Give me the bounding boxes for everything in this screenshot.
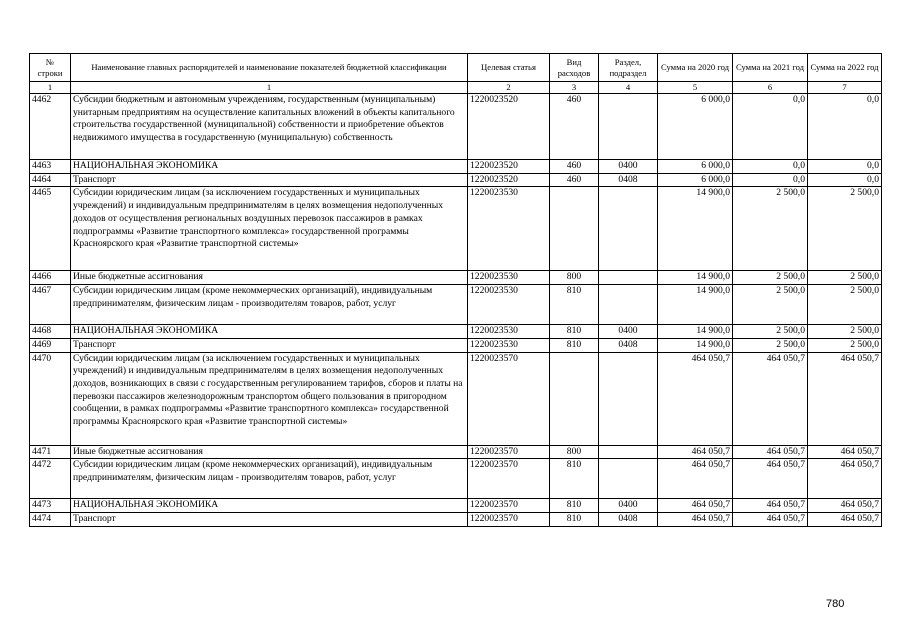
row-sum-2020: 464 050,7 xyxy=(658,445,733,459)
row-name: НАЦИОНАЛЬНАЯ ЭКОНОМИКА xyxy=(71,325,468,339)
table-row xyxy=(30,160,882,174)
row-sum-2021: 0,0 xyxy=(733,94,808,160)
row-target-article: 1220023570 xyxy=(468,352,550,445)
row-expense-type: 810 xyxy=(550,459,599,499)
table-row xyxy=(30,459,882,499)
row-sum-2022: 2 500,0 xyxy=(808,338,882,352)
row-sum-2020: 464 050,7 xyxy=(658,352,733,445)
row-sum-2021: 2 500,0 xyxy=(733,285,808,325)
row-name: Субсидии юридическим лицам (за исключением государственных и муниципальных учреждений) и индивидуальным предпринимателям в целях возмещения недополученных доходов, возникающих в связи с государственным регулированием тарифов, сборов и платы на перевозки пассажиров железнодорожным транспортом общего пользования в пригородном сообщении, в рамках подпрограммы «Развитие транспортного комплекса» государственной программы Красноярского края «Развитие транспортной системы» xyxy=(71,352,468,445)
row-sum-2020: 6 000,0 xyxy=(658,94,733,160)
row-section xyxy=(599,445,658,459)
table-row xyxy=(30,325,882,339)
row-target-article: 1220023530 xyxy=(468,338,550,352)
header-csr: Целевая статья xyxy=(468,54,550,82)
row-sum-2022: 2 500,0 xyxy=(808,271,882,285)
row-section: 0408 xyxy=(599,338,658,352)
row-target-article: 1220023570 xyxy=(468,512,550,526)
table-row xyxy=(30,338,882,352)
row-sum-2020: 14 900,0 xyxy=(658,338,733,352)
row-sum-2022: 464 050,7 xyxy=(808,499,882,513)
header-vr: Вид расходов xyxy=(550,54,599,82)
row-name: Транспорт xyxy=(71,338,468,352)
row-sum-2020: 6 000,0 xyxy=(658,173,733,187)
row-target-article: 1220023570 xyxy=(468,499,550,513)
row-section: 0408 xyxy=(599,173,658,187)
row-number: 4462 xyxy=(30,94,71,160)
row-section: 0400 xyxy=(599,160,658,174)
row-sum-2022: 464 050,7 xyxy=(808,352,882,445)
header-sum-2020: Сумма на 2020 год xyxy=(658,54,733,82)
row-target-article: 1220023530 xyxy=(468,187,550,271)
table-row xyxy=(30,285,882,325)
column-number: 1 xyxy=(71,82,468,94)
row-expense-type: 460 xyxy=(550,160,599,174)
row-sum-2021: 464 050,7 xyxy=(733,445,808,459)
row-expense-type: 810 xyxy=(550,325,599,339)
row-number: 4473 xyxy=(30,499,71,513)
row-sum-2021: 464 050,7 xyxy=(733,499,808,513)
header-num: № строки xyxy=(30,54,71,82)
header-row xyxy=(30,54,882,82)
row-expense-type: 460 xyxy=(550,94,599,160)
header-rz: Раздел, подраздел xyxy=(599,54,658,82)
column-numbers-row xyxy=(30,82,882,94)
budget-table xyxy=(29,53,882,527)
row-sum-2022: 464 050,7 xyxy=(808,459,882,499)
row-expense-type: 810 xyxy=(550,338,599,352)
row-sum-2021: 0,0 xyxy=(733,173,808,187)
row-section xyxy=(599,459,658,499)
table-body xyxy=(30,94,882,527)
column-number: 4 xyxy=(599,82,658,94)
row-number: 4464 xyxy=(30,173,71,187)
row-target-article: 1220023530 xyxy=(468,285,550,325)
row-section xyxy=(599,285,658,325)
row-sum-2022: 464 050,7 xyxy=(808,512,882,526)
row-sum-2022: 0,0 xyxy=(808,173,882,187)
row-section xyxy=(599,271,658,285)
row-sum-2020: 14 900,0 xyxy=(658,325,733,339)
row-sum-2020: 14 900,0 xyxy=(658,285,733,325)
row-expense-type: 800 xyxy=(550,445,599,459)
row-expense-type xyxy=(550,187,599,271)
table-row xyxy=(30,173,882,187)
row-sum-2021: 2 500,0 xyxy=(733,338,808,352)
row-sum-2020: 464 050,7 xyxy=(658,512,733,526)
row-expense-type xyxy=(550,352,599,445)
column-number: 2 xyxy=(468,82,550,94)
row-name: Субсидии юридическим лицам (кроме некоммерческих организаций), индивидуальным предпринимателям, физическим лицам - производителям товаров, работ, услуг xyxy=(71,285,468,325)
column-number: 5 xyxy=(658,82,733,94)
row-sum-2021: 464 050,7 xyxy=(733,512,808,526)
table-row xyxy=(30,499,882,513)
row-target-article: 1220023530 xyxy=(468,271,550,285)
row-sum-2020: 14 900,0 xyxy=(658,271,733,285)
row-number: 4467 xyxy=(30,285,71,325)
row-sum-2020: 464 050,7 xyxy=(658,499,733,513)
table-row xyxy=(30,271,882,285)
table-row xyxy=(30,512,882,526)
row-name: Транспорт xyxy=(71,512,468,526)
column-number: 3 xyxy=(550,82,599,94)
row-number: 4470 xyxy=(30,352,71,445)
page-number: 780 xyxy=(826,598,845,610)
row-sum-2022: 464 050,7 xyxy=(808,445,882,459)
column-number: 6 xyxy=(733,82,808,94)
row-name: Транспорт xyxy=(71,173,468,187)
row-name: Субсидии юридическим лицам (кроме некоммерческих организаций), индивидуальным предпринимателям, физическим лицам - производителям товаров, работ, услуг xyxy=(71,459,468,499)
header-name: Наименование главных распорядителей и наименование показателей бюджетной классификации xyxy=(71,54,468,82)
row-number: 4469 xyxy=(30,338,71,352)
row-name: НАЦИОНАЛЬНАЯ ЭКОНОМИКА xyxy=(71,160,468,174)
row-name: Иные бюджетные ассигнования xyxy=(71,445,468,459)
row-target-article: 1220023530 xyxy=(468,325,550,339)
column-number: 1 xyxy=(30,82,71,94)
row-number: 4471 xyxy=(30,445,71,459)
row-section: 0408 xyxy=(599,512,658,526)
row-name: НАЦИОНАЛЬНАЯ ЭКОНОМИКА xyxy=(71,499,468,513)
row-expense-type: 460 xyxy=(550,173,599,187)
row-section: 0400 xyxy=(599,499,658,513)
row-sum-2021: 464 050,7 xyxy=(733,459,808,499)
row-sum-2022: 2 500,0 xyxy=(808,187,882,271)
table-row xyxy=(30,352,882,445)
row-section: 0400 xyxy=(599,325,658,339)
row-number: 4465 xyxy=(30,187,71,271)
row-sum-2022: 2 500,0 xyxy=(808,325,882,339)
row-section xyxy=(599,187,658,271)
row-number: 4466 xyxy=(30,271,71,285)
row-section xyxy=(599,94,658,160)
row-target-article: 1220023520 xyxy=(468,160,550,174)
row-target-article: 1220023570 xyxy=(468,459,550,499)
table-row xyxy=(30,94,882,160)
row-number: 4468 xyxy=(30,325,71,339)
row-sum-2022: 2 500,0 xyxy=(808,285,882,325)
row-sum-2021: 464 050,7 xyxy=(733,352,808,445)
row-expense-type: 800 xyxy=(550,271,599,285)
row-sum-2021: 2 500,0 xyxy=(733,325,808,339)
row-target-article: 1220023570 xyxy=(468,445,550,459)
row-section xyxy=(599,352,658,445)
row-target-article: 1220023520 xyxy=(468,173,550,187)
row-sum-2021: 2 500,0 xyxy=(733,187,808,271)
row-number: 4463 xyxy=(30,160,71,174)
header-sum-2022: Сумма на 2022 год xyxy=(808,54,882,82)
row-target-article: 1220023520 xyxy=(468,94,550,160)
header-sum-2021: Сумма на 2021 год xyxy=(733,54,808,82)
column-number: 7 xyxy=(808,82,882,94)
row-sum-2021: 0,0 xyxy=(733,160,808,174)
table-row xyxy=(30,187,882,271)
row-sum-2020: 6 000,0 xyxy=(658,160,733,174)
row-expense-type: 810 xyxy=(550,285,599,325)
row-sum-2021: 2 500,0 xyxy=(733,271,808,285)
row-sum-2022: 0,0 xyxy=(808,94,882,160)
row-number: 4474 xyxy=(30,512,71,526)
row-expense-type: 810 xyxy=(550,499,599,513)
row-name: Субсидии бюджетным и автономным учреждениям, государственным (муниципальным) унитарным предприятиям на осуществление капитальных вложений в объекты капитального строительства государственной (муниципальной) собственности и приобретение объектов недвижимого имущества в государственную (муниципальную) собственность xyxy=(71,94,468,160)
row-number: 4472 xyxy=(30,459,71,499)
row-sum-2022: 0,0 xyxy=(808,160,882,174)
row-sum-2020: 464 050,7 xyxy=(658,459,733,499)
row-name: Субсидии юридическим лицам (за исключением государственных и муниципальных учреждений) и индивидуальным предпринимателям в целях возмещения недополученных доходов от осуществления региональных воздушных перевозок пассажиров в рамках подпрограммы «Развитие транспортного комплекса» государственной программы Красноярского края «Развитие транспортной системы» xyxy=(71,187,468,271)
row-name: Иные бюджетные ассигнования xyxy=(71,271,468,285)
row-sum-2020: 14 900,0 xyxy=(658,187,733,271)
row-expense-type: 810 xyxy=(550,512,599,526)
table-row xyxy=(30,445,882,459)
